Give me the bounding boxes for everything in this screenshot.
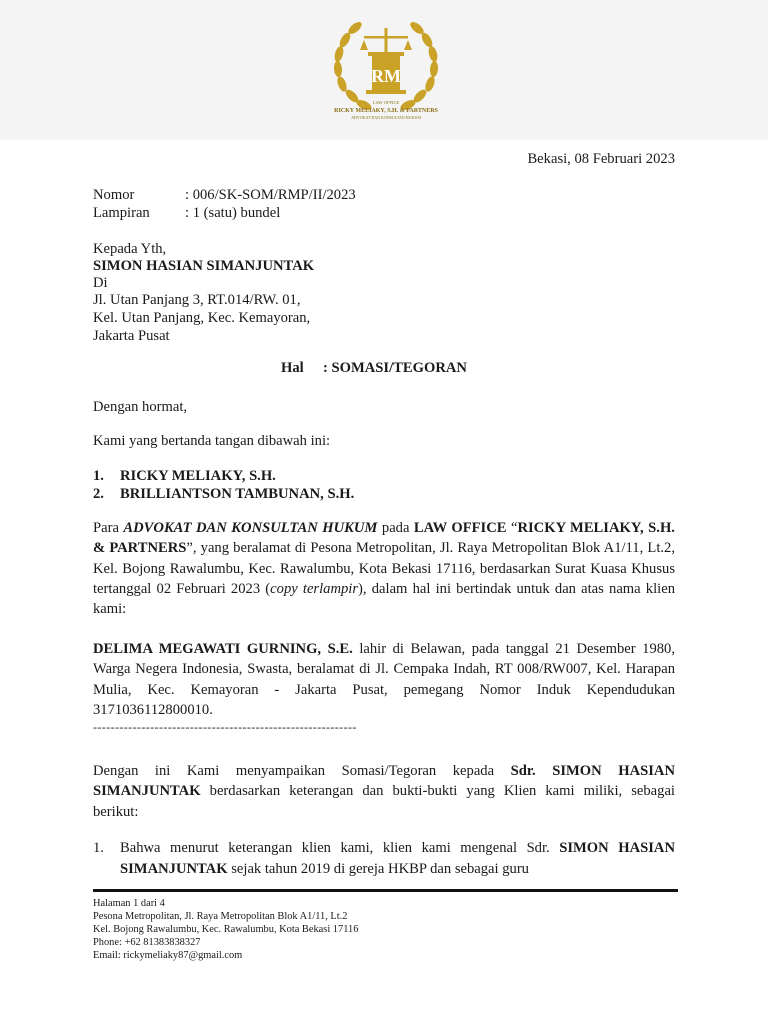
footer-email: Email: rickymeliaky87@gmail.com [93,950,243,961]
laurel-right-icon [399,20,439,112]
recipient-address-1: Jl. Utan Panjang 3, RT.014/RW. 01, [93,292,301,308]
letter-date: Bekasi, 08 Februari 2023 [527,151,675,167]
separator-dashes: ------------------------------------------------------------ [93,720,357,734]
firm-logo [330,14,442,130]
greeting: Dengan hormat, [93,399,188,415]
recipient-address-3: Jakarta Pusat [93,328,170,344]
recipient-address-2: Kel. Utan Panjang, Kec. Kemayoran, [93,310,311,326]
footer-phone: Phone: +62 81383838327 [93,937,201,948]
footer-address-1: Pesona Metropolitan, Jl. Raya Metropolitan Blok A1/11, Lt.2 [93,911,348,922]
hal-label: Hal [281,360,304,376]
lampiran-label: Lampiran [93,205,150,221]
kepada-yth: Kepada Yth, [93,241,167,257]
svg-text:ADVOKAT DAN KONSULTAN HUKUM: ADVOKAT DAN KONSULTAN HUKUM [351,115,421,120]
lampiran-value: : 1 (satu) bundel [185,205,281,221]
laurel-left-icon [333,20,373,112]
nomor-label: Nomor [93,187,135,203]
somasi-paragraph: Dengan ini Kami menyampaikan Somasi/Tegoran kepada Sdr. SIMON HASIAN SIMANJUNTAK berdasarkan keterangan dan bukti-bukti yang Klien kami miliki, sebagai berikut: [93,763,675,820]
recipient-name: SIMON HASIAN SIMANJUNTAK [93,258,315,274]
client-paragraph: DELIMA MEGAWATI GURNING, S.E. lahir di Belawan, pada tanggal 21 Desember 1980, Warga Negera Indonesia, Swasta, beralamat di Jl. Cempaka Indah, RT 008/RW007, Kel. Harapan Mulia, Kec. Kemayoran - Jakarta Pusat, pemegang Nomor Induk Kependudukan 3171036112800010. [93,641,675,718]
page-footer [93,897,358,962]
signatory-item: 1. RICKY MELIAKY, S.H. [93,468,276,484]
nomor-value: : 006/SK-SOM/RMP/II/2023 [185,187,356,203]
svg-text:LAW OFFICE: LAW OFFICE [372,100,400,105]
recipient-di: Di [93,275,108,291]
laurel-scales-logo-icon [330,14,442,130]
page-number: Halaman 1 dari 4 [93,898,165,909]
svg-text:RICKY MELIAKY, S.H. & PARTNERS: RICKY MELIAKY, S.H. & PARTNERS [334,108,438,114]
footer-address-2: Kel. Bojong Rawalumbu, Kec. Rawalumbu, Kota Bekasi 17116 [93,924,359,935]
footer-divider [93,889,678,892]
intro-line: Kami yang bertanda tangan dibawah ini: [93,433,331,449]
firm-paragraph: Para ADVOKAT DAN KONSULTAN HUKUM pada LAW OFFICE “RICKY MELIAKY, S.H. & PARTNERS”, yang beralamat di Pesona Metropolitan, Jl. Raya Metropolitan Blok A1/11, Lt.2, Kel. Bojong Rawalumbu, Kec. Rawalumbu, Kota Bekasi 17116, berdasarkan Surat Kuasa Khusus tertanggal 02 Februari 2023 (copy terlampir), dalam hal ini bertindak untuk dan atas nama klien kami: [93,520,675,618]
signatory-item: 2. BRILLIANTSON TAMBUNAN, S.H. [93,486,355,502]
svg-text:RM: RM [371,66,401,86]
subject-line [281,360,467,377]
hal-value: : SOMASI/TEGORAN [323,360,467,376]
